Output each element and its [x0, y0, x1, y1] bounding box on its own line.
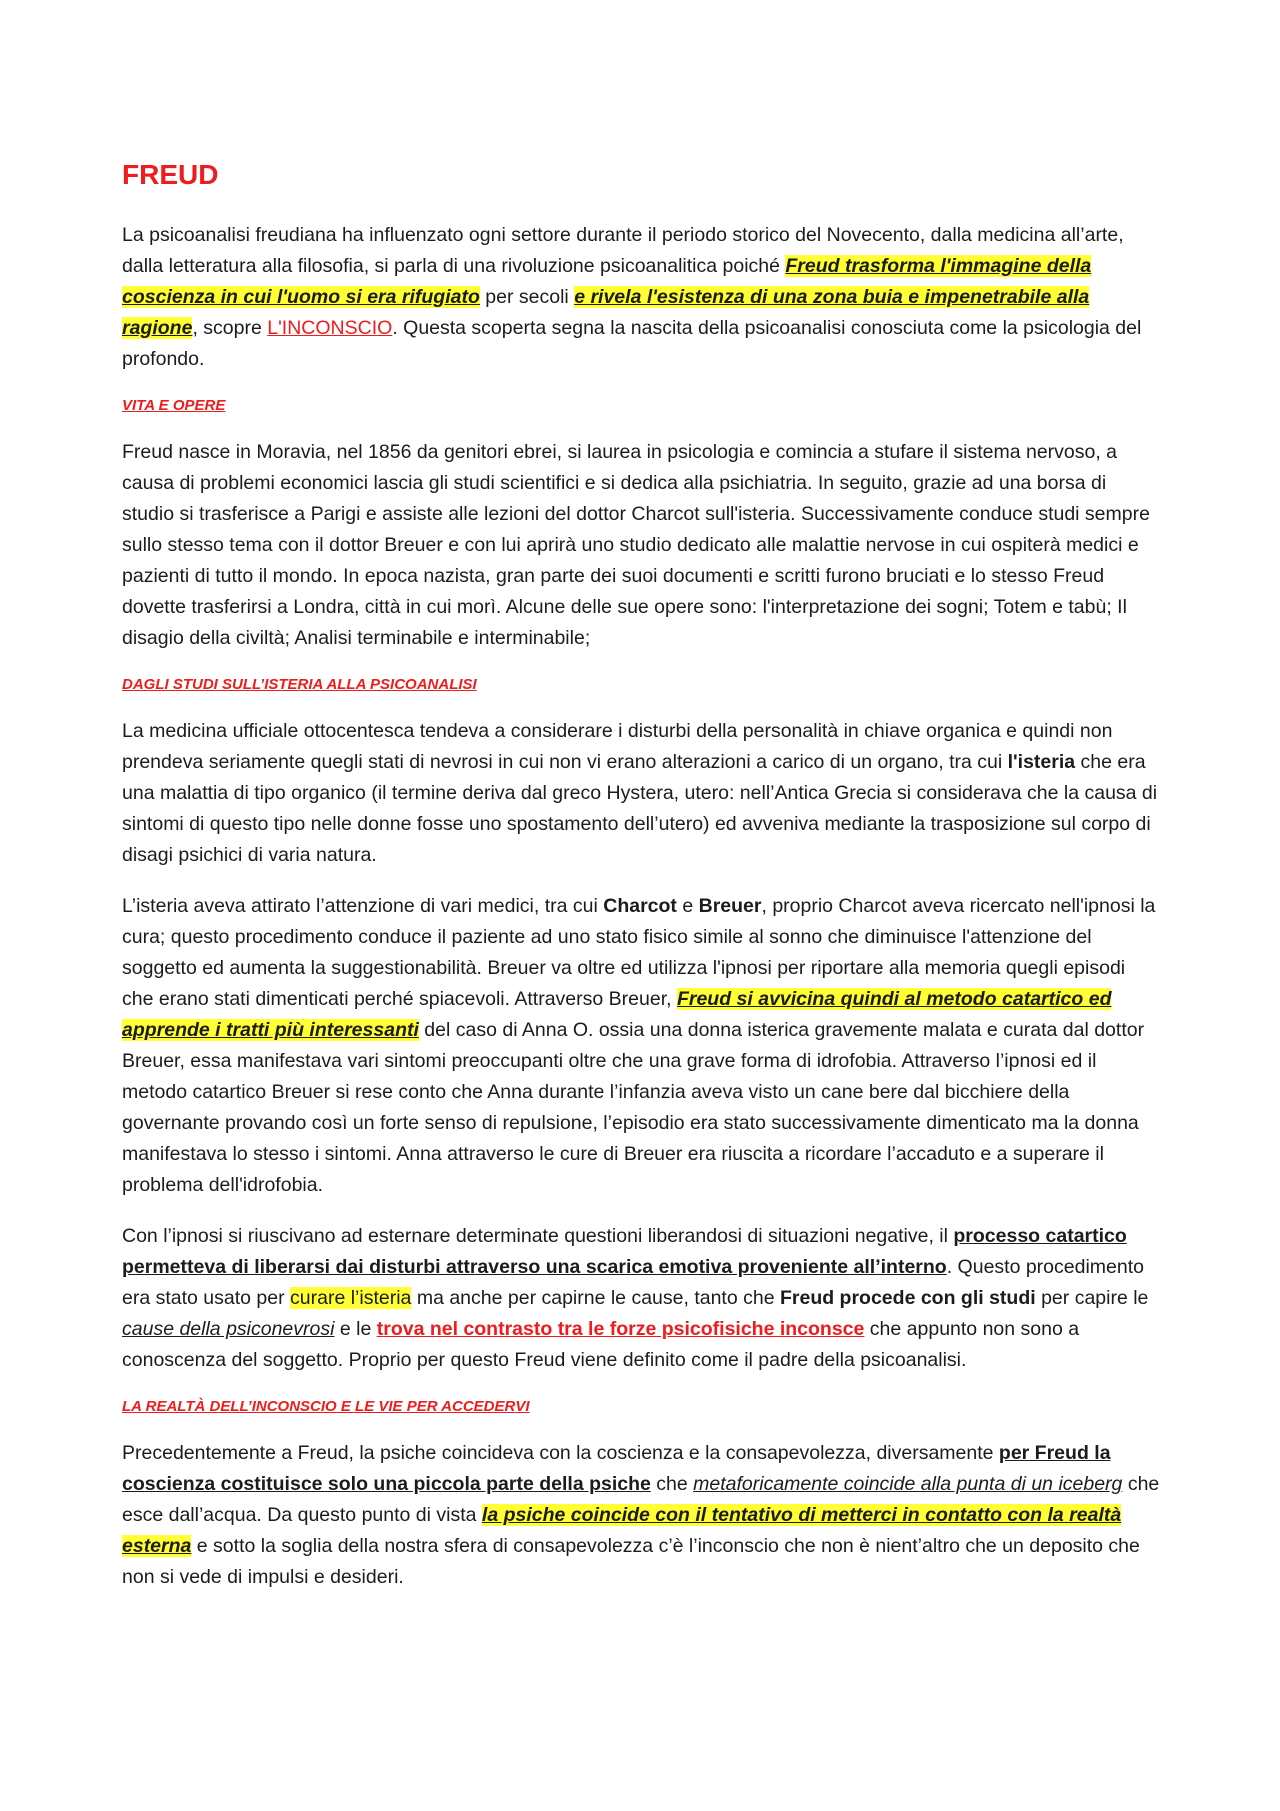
- text-run: L’isteria aveva attirato l’attenzione di vari medici, tra cui: [122, 895, 604, 917]
- highlighted-phrase: curare l’isteria: [290, 1287, 412, 1309]
- bold-underlined-phrase: processo catartico permetteva di liberarsi dai disturbi attraverso una scarica emotiva proveniente all’interno: [122, 1225, 1127, 1278]
- highlighted-phrase: Freud trasforma l'immagine della coscienza in cui l'uomo si era rifugiato: [122, 255, 1092, 308]
- text-run: . Questo procedimento era stato usato per: [122, 1256, 1144, 1309]
- text-run: del caso di Anna O. ossia una donna isterica gravemente malata e curata dal dottor Breuer, essa manifestava vari sintomi preoccupanti oltre che una grave forma di idrofobia. Attraverso l’ipnosi ed il metodo catartico Breuer si rese conto che Anna durante l’infanzia aveva visto un cane bere dal bicchiere della governante provando così un forte senso di repulsione, l’episodio era stato successivamente dimenticato ma la donna manifestava lo stesso i sintomi. Anna attraverso le cure di Breuer era riuscita a ricordare l’accaduto e a superare il problema dell'idrofobia.: [122, 1019, 1145, 1196]
- text-run: Precedentemente a Freud, la psiche coincideva con la coscienza e la consapevolezza, diversamente: [122, 1442, 999, 1464]
- bold-term: Charcot: [603, 895, 677, 917]
- text-run: che era una malattia di tipo organico (il termine deriva dal greco Hystera, utero: nell’Antica Grecia si considerava che la causa di sintomi di questo tipo nelle donne fosse uno spostamento dell’utero) ed avveniva mediante la trasposizione sul corpo di disagi psichici di varia natura.: [122, 751, 1158, 866]
- text-run: per capire le: [1035, 1287, 1149, 1309]
- bold-term: Breuer: [698, 895, 762, 917]
- highlighted-phrase: la psiche coincide con il tentativo di metterci in contatto con la realtà esterna: [122, 1504, 1122, 1557]
- text-run: . Questa scoperta segna la nascita della psicoanalisi conosciuta come la psicologia del profondo.: [122, 317, 1142, 370]
- text-run: La medicina ufficiale ottocentesca tendeva a considerare i disturbi della personalità in chiave organica e quindi non prendeva seriamente quegli stati di nevrosi in cui non vi erano alterazioni a carico di un organo, tra cui: [122, 720, 1113, 773]
- section-heading-isteria: DAGLI STUDI SULL’ISTERIA ALLA PSICOANALISI: [122, 676, 477, 693]
- text-run: ma anche per capirne le cause, tanto che: [411, 1287, 780, 1309]
- text-run: che esce dall’acqua. Da questo punto di vista: [122, 1473, 1160, 1526]
- highlighted-phrase: Freud si avvicina quindi al metodo catartico ed apprende i tratti più interessanti: [122, 988, 1112, 1041]
- text-run: per secoli: [479, 286, 575, 308]
- bold-phrase: Freud procede con gli studi: [779, 1287, 1036, 1309]
- isteria-paragraph-1: [122, 716, 1160, 871]
- text-run: che: [650, 1473, 694, 1495]
- text-run: La psicoanalisi freudiana ha influenzato ogni settore durante il periodo storico del Novecento, dalla medicina all’arte, dalla letteratura alla filosofia, si parla di una rivoluzione psicoanalitica poiché: [122, 224, 1124, 277]
- isteria-paragraph-2: [122, 891, 1160, 1201]
- red-underlined-phrase: trova nel contrasto tra le forze psicofisiche inconsce: [376, 1318, 865, 1340]
- bold-term: l'isteria: [1007, 751, 1076, 773]
- isteria-paragraph-3: [122, 1221, 1160, 1376]
- inconscio-paragraph: [122, 1438, 1160, 1593]
- text-run: e sotto la soglia della nostra sfera di consapevolezza c’è l’inconscio che non è nient’altro che un deposito che non si vede di impulsi e desideri.: [122, 1535, 1140, 1588]
- italic-underlined-phrase: cause della psiconevrosi: [122, 1318, 335, 1340]
- text-run: e le: [334, 1318, 377, 1340]
- text-run: che appunto non sono a conoscenza del soggetto. Proprio per questo Freud viene definito come il padre della psicoanalisi.: [122, 1318, 1080, 1371]
- section-heading-vita-e-opere: VITA E OPERE: [122, 397, 226, 414]
- bold-underlined-phrase: per Freud la coscienza costituisce solo una piccola parte della psiche: [122, 1442, 1111, 1495]
- section-heading-inconscio: LA REALTÀ DELL’INCONSCIO E LE VIE PER ACCEDERVI: [122, 1398, 530, 1415]
- italic-underlined-phrase: metaforicamente coincide alla punta di un iceberg: [693, 1473, 1123, 1495]
- highlighted-phrase: e rivela l'esistenza di una zona buia e impenetrabile alla ragione: [122, 286, 1090, 339]
- inconscio-keyword: L'INCONSCIO: [267, 317, 393, 339]
- text-run: e: [676, 895, 699, 917]
- intro-paragraph: [122, 220, 1160, 375]
- vita-paragraph: Freud nasce in Moravia, nel 1856 da genitori ebrei, si laurea in psicologia e comincia a stufare il sistema nervoso, a causa di problemi economici lascia gli studi scientifici e si dedica alla psichiatria. In seguito, grazie ad una borsa di studio si trasferisce a Parigi e assiste alle lezioni del dottor Charcot sull'isteria. Successivamente conduce studi sempre sullo stesso tema con il dottor Breuer e con lui aprirà uno studio dedicato alle malattie nervose in cui ospiterà medici e pazienti di tutto il mondo. In epoca nazista, gran parte dei suoi documenti e scritti furono bruciati e lo stesso Freud dovette trasferirsi a Londra, città in cui morì. Alcune delle sue opere sono: l'interpretazione dei sogni; Totem e tabù; Il disagio della civiltà; Analisi terminabile e interminabile;: [122, 441, 1150, 649]
- text-run: , proprio Charcot aveva ricercato nell'ipnosi la cura; questo procedimento conduce il paziente ad uno stato fisico simile al sonno che diminuisce l'attenzione del soggetto ed aumenta la suggestionabilità. Breuer va oltre ed utilizza l'ipnosi per riportare alla memoria quegli episodi che erano stati dimenticati perché spiacevoli. Attraverso Breuer,: [122, 895, 1156, 1010]
- document-title: FREUD: [122, 159, 219, 190]
- text-run: Con l’ipnosi si riuscivano ad esternare determinate questioni liberandosi di situazioni negative, il: [122, 1225, 954, 1247]
- text-run: , scopre: [192, 317, 268, 339]
